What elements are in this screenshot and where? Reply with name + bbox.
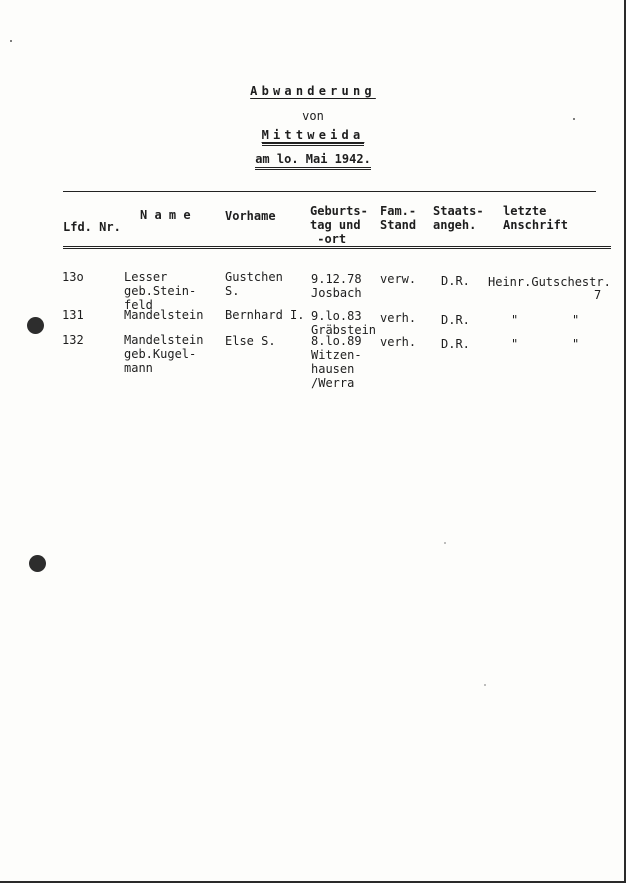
cell-staat: D.R. [441,274,470,288]
cell-vorname: Else S. [225,334,276,348]
paper-speck [10,40,12,42]
cell-name: Mandelstein [124,308,204,322]
cell-fam: verh. [380,311,417,325]
header-geburt: Geburts- tag und -ort [310,204,368,246]
title-line-2: von [302,109,324,123]
paper-speck [573,118,575,120]
cell-staat: D.R. [441,313,470,327]
header-anschrift: letzte Anschrift [503,204,569,232]
title-date [0,152,626,166]
cell-anschrift-nr: 7 [594,288,602,302]
paper-speck [484,684,486,686]
table-header-rule [63,246,611,249]
cell-anschrift-nr: " [572,337,580,351]
title-abwanderung [0,84,626,98]
title-line-4: am lo. Mai 1942. [255,152,371,170]
cell-fam: verh. [380,335,417,349]
title-mittweida [0,128,626,142]
punch-hole [27,317,44,334]
cell-vorname: Gustchen S. [225,270,283,298]
cell-anschrift: " [511,337,519,351]
cell-vorname: Bernhard I. [225,308,305,322]
cell-anschrift: Heinr.Gutschestr. [488,275,611,289]
cell-anschrift-nr: " [572,313,580,327]
cell-geburt: 8.lo.89 Witzen- hausen /Werra [311,334,362,390]
cell-name: Mandelstein geb.Kugel- mann [124,333,204,375]
cell-geburt: 9.lo.83 Gräbstein [311,309,377,337]
cell-geburt: 9.12.78 Josbach [311,272,362,300]
header-staatsangeh: Staats- angeh. [433,204,484,232]
cell-nr: 132 [62,333,84,347]
title-von [0,109,626,123]
cell-nr: 13o [62,270,84,284]
header-vorname: Vorhame [225,209,276,223]
cell-anschrift: " [511,313,519,327]
cell-fam: verw. [380,272,417,286]
cell-staat: D.R. [441,337,470,351]
header-lfd-nr: Lfd. Nr. [63,220,121,234]
paper-speck [444,542,446,544]
title-line-3: Mittweida [262,128,365,146]
title-line-1: Abwanderung [250,84,376,98]
header-name: N a m e [140,208,191,222]
cell-name: Lesser geb.Stein- feld [124,270,197,312]
header-fam-stand: Fam.- Stand [380,204,417,232]
punch-hole [29,555,46,572]
cell-nr: 131 [62,308,84,322]
table-top-rule [63,191,596,192]
